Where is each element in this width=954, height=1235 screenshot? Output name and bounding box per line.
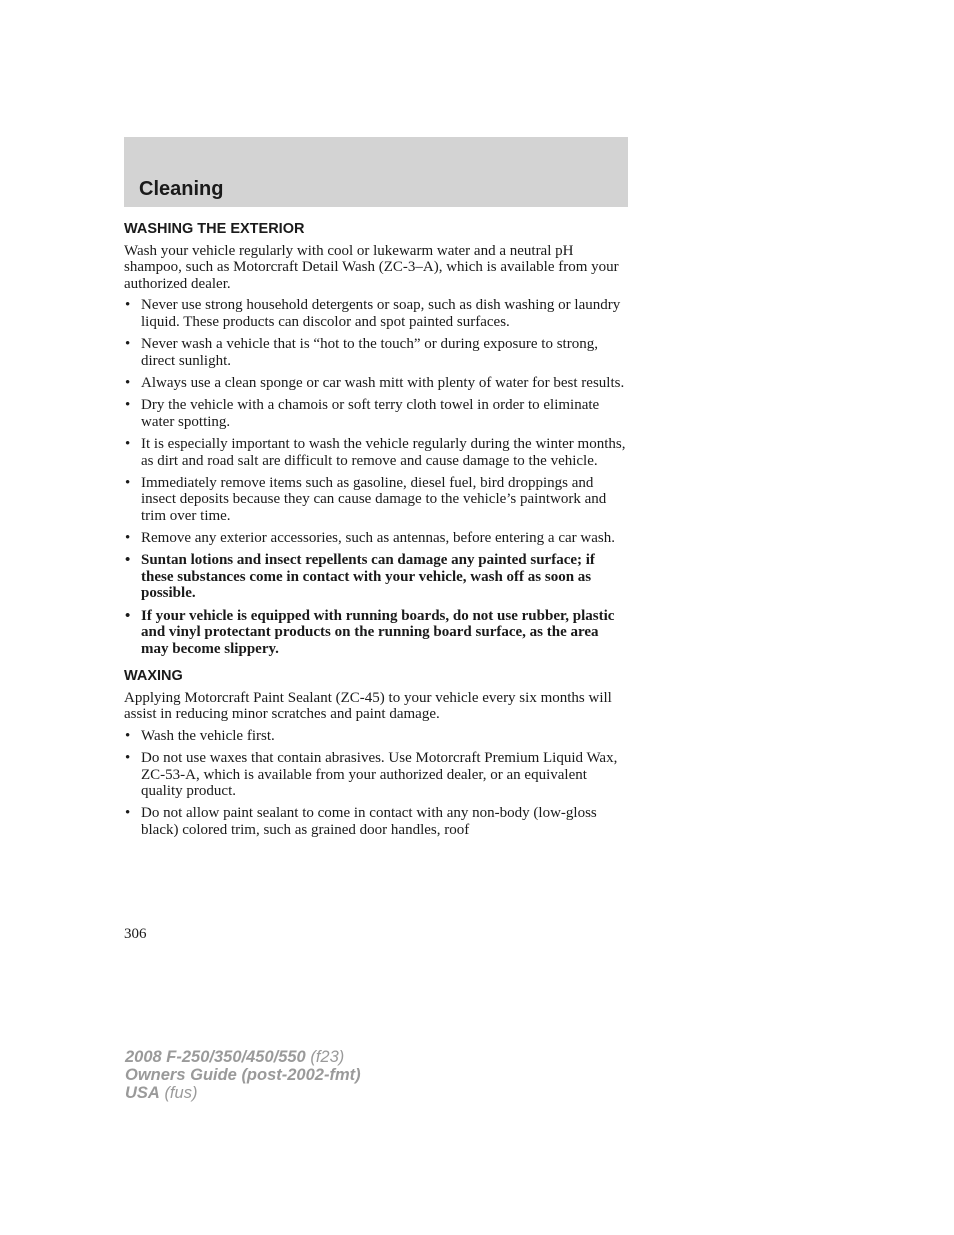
bullet-icon: • (125, 297, 131, 314)
list-item: • Always use a clean sponge or car wash mitt with plenty of water for best results. (125, 374, 625, 391)
list-item: • Never use strong household detergents or soap, such as dish washing or laundry liquid. These products can discolor and spot painted surfaces. (125, 297, 621, 330)
chapter-header (124, 137, 628, 207)
document-footer (125, 1048, 361, 1102)
bullet-icon: • (125, 749, 131, 766)
section-heading-waxing: WAXING (124, 668, 183, 684)
list-item: • Never wash a vehicle that is “hot to the touch” or during exposure to strong, direct sunlight. (125, 336, 598, 369)
footer-market-code: (fus) (164, 1084, 198, 1102)
section-intro-washing: Wash your vehicle regularly with cool or lukewarm water and a neutral pH shampoo, such as Motorcraft Detail Wash (ZC-3–A), which is available from your authorized dealer. (124, 242, 619, 292)
bullet-icon: • (125, 607, 131, 624)
footer-line-market (125, 1084, 361, 1102)
chapter-title: Cleaning (139, 178, 224, 200)
bullet-icon: • (125, 397, 131, 414)
footer-model: 2008 F-250/350/450/550 (125, 1048, 306, 1066)
section-heading-washing: WASHING THE EXTERIOR (124, 221, 305, 237)
bullet-list-waxing (124, 728, 628, 839)
list-item-warning: • Suntan lotions and insect repellents can damage any painted surface; if these substances come in contact with your vehicle, wash off as soon as possible. (125, 552, 595, 602)
list-item: • Wash the vehicle first. (125, 727, 275, 744)
list-item: • Remove any exterior accessories, such as antennas, before entering a car wash. (125, 530, 615, 547)
footer-guide: Owners Guide (post-2002-fmt) (125, 1066, 361, 1084)
bullet-icon: • (125, 374, 131, 391)
bullet-icon: • (125, 805, 131, 822)
page-number: 306 (124, 926, 147, 942)
footer-market: USA (125, 1084, 160, 1102)
bullet-list-washing (124, 297, 628, 657)
bullet-icon: • (125, 727, 131, 744)
list-item: • Do not allow paint sealant to come in contact with any non-body (low-gloss black) colored trim, such as grained door handles, roof (125, 805, 597, 838)
bullet-icon: • (125, 474, 131, 491)
page-content (124, 219, 628, 844)
list-item: • Do not use waxes that contain abrasives. Use Motorcraft Premium Liquid Wax, ZC-53-A, which is available from your authorized dealer, or an equivalent quality product. (125, 749, 618, 800)
section-intro-waxing: Applying Motorcraft Paint Sealant (ZC-45) to your vehicle every six months will assist in reducing minor scratches and paint damage. (124, 689, 612, 723)
list-item: • It is especially important to wash the vehicle regularly during the winter months, as dirt and road salt are difficult to remove and cause damage to the vehicle. (125, 435, 626, 469)
bullet-icon: • (125, 336, 131, 353)
footer-model-code: (f23) (310, 1048, 345, 1066)
bullet-icon: • (125, 435, 131, 452)
footer-line-guide (125, 1066, 361, 1084)
bullet-icon: • (125, 552, 131, 569)
list-item-warning: • If your vehicle is equipped with running boards, do not use rubber, plastic and vinyl protectant products on the running board surface, as the area may become slippery. (125, 607, 615, 657)
list-item: • Dry the vehicle with a chamois or soft terry cloth towel in order to eliminate water spotting. (125, 397, 600, 430)
list-item: • Immediately remove items such as gasoline, diesel fuel, bird droppings and insect deposits because they can cause damage to the vehicle’s paintwork and trim over time. (125, 474, 607, 524)
footer-line-model (125, 1048, 361, 1066)
bullet-icon: • (125, 530, 131, 547)
